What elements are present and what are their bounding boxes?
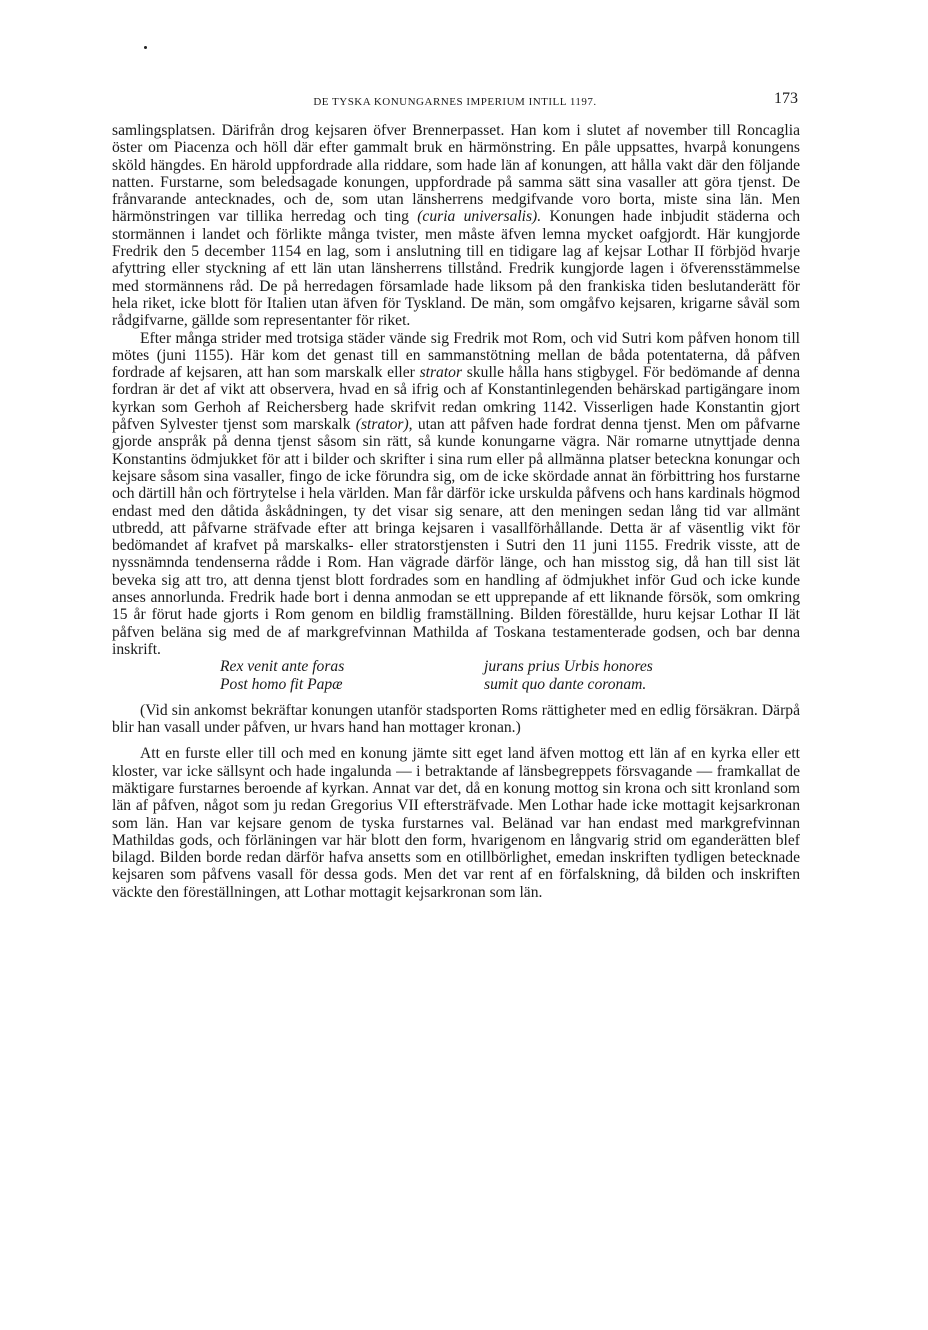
- inscription-line: sumit quo dante coronam.: [484, 675, 647, 693]
- paragraph-1-italic: (curia universalis).: [417, 208, 542, 226]
- paragraph-3: Att en furste eller till och med en konung jämte sitt eget land äfven mottog ett län af en kyrka eller ett kloster, var icke sällsynt och hade ingalunda — i betraktande af länsbegreppets försvagande — framkallat de mäktigare furstarnes beroende af kyrkan. Annat var det, då en konung mottog sin krona och sitt kronland som län af påfven, något som ju redan Gregorius VII eftersträfvade. Men Lothar hade icke mottagit kejsarkronan som län. Han var kejsare genom de tyska furstarnes val. Belänad var han endast med markgrefvinnan Mathildas gods, och förläningen var här blott den form, hvarigenom en långvarig strid om eganderätten blef bilagd. Bilden borde redan därför hafva ansetts som en otillbörlighet, emedan inskriften tydligen betecknade kejsaren som påfvens vasall för dessa gods. Men det var rent af en förfalskning, då bilden och inskriften väckte den föreställningen, att Lothar mottagit kejsarkronan som län.: [112, 745, 800, 901]
- speck-mark: [144, 46, 147, 49]
- body-text: [112, 122, 800, 901]
- paragraph-2-part-a: Efter många strider med trotsiga städer vände sig Fredrik mot Rom, och vid Sutri kom påfven honom till mötes (juni 1155). Här kom det genast till en sammanstötning mellan de båda potentaterna, då påfven fordrade af kejsaren, att han som marskalk eller: [112, 329, 800, 382]
- inscription-line: Rex venit ante foras: [220, 658, 345, 676]
- paragraph-2-italic-strator: strator: [419, 364, 463, 382]
- paragraph-1-part-b: Konungen hade inbjudit städerna och stormännen i landet och förlikte många tvister, men måste äfven lemna mycket oafgjordt. Här kungjorde Fredrik den 5 december 1154 en lag, som i anslutning till en tidigare lag af kejsar Lothar II förbjöd hvarje afyttring eller styckning af ett län utan länsherrens tillstånd. Fredrik kungjorde lagen i öfverensstämmelse med stormännens råd. De på herredagen församlade hade liksom på den frankiska tiden beslutanderätt för hela riket, icke blott för Italien utan äfven för Tyskland. De män, som omgåfvo kejsaren, krigarne såväl som rådgifvarne, gällde som representanter för riket.: [112, 208, 800, 330]
- paragraph-2-part-c: utan att påfven hade fordrat denna tjenst. Men om påfvarne gjorde anspråk på denna tjenst såsom sin rätt, så kunde konungarne vägra. När romarne utnyttjade denna Konstantins ödmjukket för att i bilder och skrifter i sina rum eller på allmänna platser beteckna konungar och kejsare såsom sina vasaller, fingo de icke förundra sig, om de icke skördade annat än förbittring hos furstarne och därtill hån och förtrytelse i hela världen. Man får därför icke urskulda påfvens och hans kardinals högmod endast med den dåtida åskådningen, ty det visar sig senare, att den meningen sedan lång tid var allmänt utbredd, att påfvarne sträfvade efter att bringa kejsaren i vasallförhållande. Detta är af väsentlig vikt för bedömandet af krafvet på marskalks- eller stratorstjensten i Sutri den 11 juni 1155. Fredrik visste, att de nyssnämnda tendenserna rådde i Rom. Han vägrade därför länge, och han misstog sig, då han till sist lät beveka sig att tro, att denna tjenst blott fordrades som en handling af ödmjukhet inför Gud och icke kunde anses annorlunda. Fredrik hade bort i denna anmodan se ett upprepande af ett liknande försök, som omkring 15 år förut hade gjorts i Rom genom en bildlig framställning. Bilden föreställde, huru kejsar Lothar II lät påfven beläna sig med de af markgrefvinnan Mathilda af Toskana testamenterade godsen, och bar denna inskrift.: [112, 416, 800, 658]
- page-header: [112, 90, 798, 110]
- latin-inscription: [220, 658, 800, 693]
- paragraph-1: [112, 122, 800, 330]
- page-number: 173: [774, 90, 798, 107]
- paragraph-1-part-a: samlingsplatsen. Därifrån drog kejsaren öfver Brennerpasset. Han kom i slutet af november till Roncaglia öster om Piacenza och höll där efter gammalt bruk en härmönstring. En påle uppsattes, hvarpå konungens sköld hängdes. En härold uppfordrade alla riddare, som hade län af konungen, att hålla vakt där den följande natten. Furstarne, som beledsagade konungen, uppfordrade på samma sätt sina vasaller att göra tjenst. De frånvarande antecknades, och de, som utan länsherrens medgifvande voro borta, miste sina län. Men härmönstringen var tillika herredag och ting: [112, 122, 800, 226]
- inscription-left-column: [220, 658, 484, 693]
- inscription-right-column: [484, 658, 748, 693]
- paragraph-2: [112, 330, 800, 659]
- paragraph-2-italic-strator-2: (strator),: [355, 416, 413, 434]
- running-head: DE TYSKA KONUNGARNES IMPERIUM INTILL 1197.: [313, 96, 597, 108]
- inscription-line: jurans prius Urbis honores: [484, 658, 653, 676]
- inscription-line: Post homo fit Papæ: [220, 675, 343, 693]
- paragraph-2-part-b: skulle hålla hans stigbygel. För bedömande af denna fordran är det af vikt att observera, hvad en så ifrig och af Konstantinlegenden behärskad partigängare inom kyrkan som Gerhoh af Reichersberg hade skrifvit redan omkring 1142. Visserligen hade Konstantin gjort påfven Sylvester tjenst som marskalk: [112, 364, 800, 434]
- translation-paragraph: (Vid sin ankomst bekräftar konungen utanför stadsporten Roms rättigheter med en edlig försäkran. Därpå blir han vasall under påfven, ur hvars hand han mottager kronan.): [112, 701, 800, 737]
